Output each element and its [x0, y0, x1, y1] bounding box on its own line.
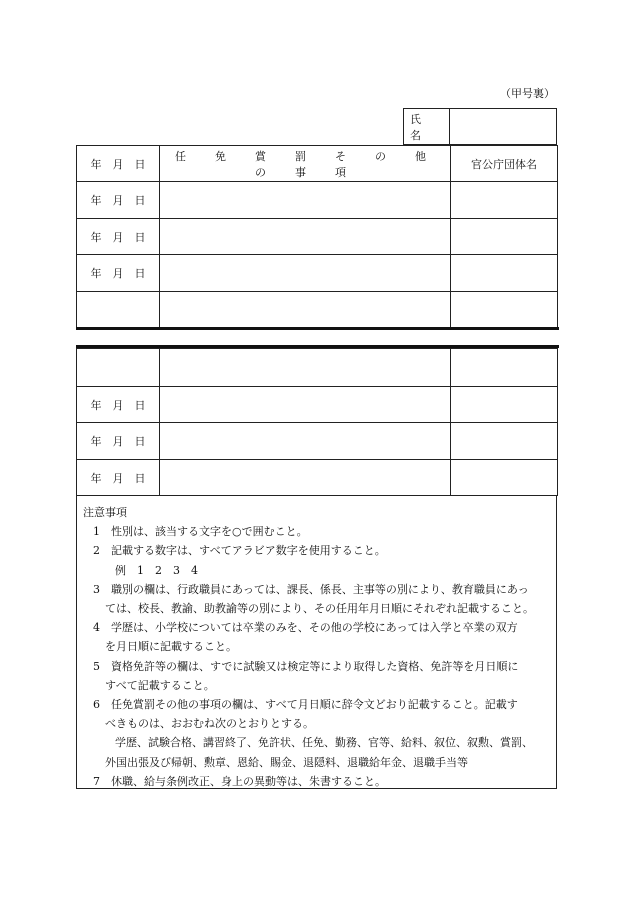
name-label: 氏 名 [404, 109, 450, 144]
table-row [77, 292, 558, 328]
matter-cell[interactable] [160, 423, 451, 460]
date-cell[interactable]: 年 月 日 [77, 219, 160, 255]
office-cell[interactable] [451, 182, 558, 219]
matter-cell[interactable] [160, 349, 451, 387]
office-cell[interactable] [451, 460, 558, 496]
date-cell[interactable]: 年 月 日 [77, 182, 160, 219]
matter-cell[interactable] [160, 219, 451, 255]
name-input[interactable] [450, 109, 556, 144]
record-table-bottom [76, 348, 558, 496]
office-cell[interactable] [451, 349, 558, 387]
table-header-row [77, 146, 558, 182]
note-line: を月日順に記載すること。 [105, 640, 237, 654]
matter-cell[interactable] [160, 182, 451, 219]
table-row [77, 219, 558, 255]
note-line: 7 休職、給与条例改正、身上の異動等は、朱書すること。 [93, 774, 386, 788]
note-line: 学歴、試験合格、講習終了、免許状、任免、勤務、官等、給料、叙位、叙勲、賞罰、 [115, 736, 533, 750]
office-cell[interactable] [451, 219, 558, 255]
notes-section [76, 495, 557, 789]
note-line: すべて記載すること。 [105, 678, 215, 692]
table-row [77, 387, 558, 423]
section-divider-top [76, 327, 559, 330]
note-line: 外国出張及び帰朝、勲章、恩給、賜金、退隠料、退職給年金、退職手当等 [105, 755, 468, 769]
note-line: 例 1 2 3 4 [115, 563, 198, 577]
header-office: 官公庁団体名 [451, 146, 558, 182]
table-row [77, 182, 558, 219]
office-cell[interactable] [451, 387, 558, 423]
table-row [77, 423, 558, 460]
office-cell[interactable] [451, 292, 558, 328]
matter-cell[interactable] [160, 292, 451, 328]
note-line: 1 性別は、該当する文字を○で囲むこと。 [93, 525, 308, 539]
record-table-top [76, 145, 558, 328]
note-line: 6 任免賞罰その他の事項の欄は、すべて月日順に辞令文どおり記載すること。記載す [93, 698, 518, 712]
header-date: 年 月 日 [77, 146, 160, 182]
table-row [77, 349, 558, 387]
date-cell[interactable]: 年 月 日 [77, 255, 160, 292]
header-matter: 任 免 賞 罰 そ の 他 の 事 項 [160, 146, 451, 182]
date-cell[interactable]: 年 月 日 [77, 460, 160, 496]
note-line: 5 資格免許等の欄は、すでに試験又は検定等により取得した資格、免許等を月日順に [93, 659, 519, 673]
note-line: 2 記載する数字は、すべてアラビア数字を使用すること。 [93, 544, 386, 558]
table-row [77, 255, 558, 292]
date-cell[interactable]: 年 月 日 [77, 423, 160, 460]
name-field [403, 108, 557, 145]
matter-cell[interactable] [160, 387, 451, 423]
office-cell[interactable] [451, 423, 558, 460]
date-cell[interactable]: 年 月 日 [77, 387, 160, 423]
matter-cell[interactable] [160, 460, 451, 496]
note-line: ては、校長、教諭、助教諭等の別により、その任用年月日順にそれぞれ記載すること。 [105, 602, 534, 616]
date-cell[interactable] [77, 349, 160, 387]
matter-cell[interactable] [160, 255, 451, 292]
office-cell[interactable] [451, 255, 558, 292]
note-line: べきものは、おおむね次のとおりとする。 [105, 717, 314, 731]
notes-title: 注意事項 [83, 506, 127, 519]
date-cell[interactable] [77, 292, 160, 328]
note-line: 4 学歴は、小学校については卒業のみを、その他の学校にあっては入学と卒業の双方 [93, 621, 518, 635]
note-line: 3 職別の欄は、行政職員にあっては、課長、係長、主事等の別により、教育職員にあっ [93, 582, 529, 596]
form-label: （甲号裏） [500, 87, 555, 100]
table-row [77, 460, 558, 496]
